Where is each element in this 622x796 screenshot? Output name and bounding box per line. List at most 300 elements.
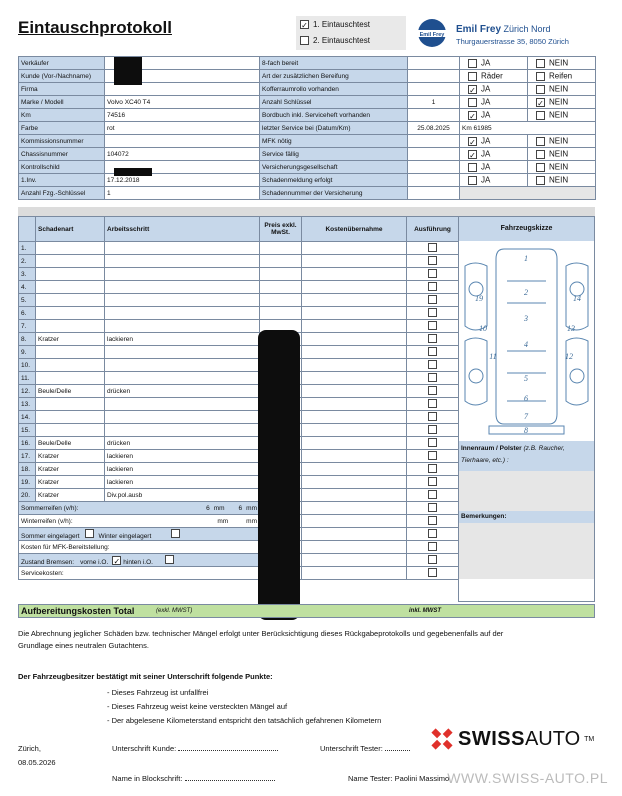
row-ausfuehrung bbox=[407, 515, 459, 528]
row-number: 4. bbox=[19, 281, 36, 294]
info-label-right: MFK nötig bbox=[260, 135, 408, 148]
row-arbeitsschritt[interactable]: lackieren bbox=[105, 463, 260, 476]
brakes-rear-checkbox[interactable] bbox=[165, 555, 174, 564]
row-arbeitsschritt[interactable] bbox=[105, 359, 260, 372]
row-preis[interactable] bbox=[260, 281, 302, 294]
row-ausfuehrung[interactable] bbox=[407, 385, 459, 398]
damage-table bbox=[18, 216, 459, 580]
unit: mm bbox=[217, 517, 229, 525]
place-label: Zürich, bbox=[18, 744, 41, 753]
option-label: JA bbox=[481, 175, 491, 185]
table-row bbox=[19, 411, 459, 424]
table-row bbox=[19, 515, 459, 528]
svg-text:Emil Frey: Emil Frey bbox=[419, 32, 445, 38]
done-checkbox[interactable] bbox=[428, 464, 437, 473]
signature-customer[interactable] bbox=[112, 744, 278, 753]
remarks-field[interactable] bbox=[459, 523, 594, 579]
option-checkbox[interactable] bbox=[536, 163, 545, 172]
row-ausfuehrung[interactable] bbox=[407, 437, 459, 450]
row-ausfuehrung[interactable] bbox=[407, 398, 459, 411]
info-option[interactable] bbox=[460, 83, 528, 96]
signature-customer-label: Unterschrift Kunde: bbox=[112, 744, 177, 753]
brakes-front-checkbox[interactable]: ✓ bbox=[113, 556, 121, 566]
row-schadenart[interactable] bbox=[36, 281, 105, 294]
signature-customer-line[interactable] bbox=[178, 750, 278, 751]
name-block[interactable] bbox=[112, 774, 275, 783]
done-checkbox[interactable] bbox=[428, 347, 437, 356]
row-schadenart[interactable] bbox=[36, 242, 105, 255]
row-number: 6. bbox=[19, 307, 36, 320]
info-label-left: Kommissionsnummer bbox=[19, 135, 105, 148]
row-preis[interactable] bbox=[260, 307, 302, 320]
brakes-front-label: vorne i.O. bbox=[80, 558, 109, 566]
info-option[interactable] bbox=[460, 57, 528, 70]
row-schadenart[interactable]: Beule/Delle bbox=[36, 385, 105, 398]
cell bbox=[302, 567, 407, 580]
row-number: 1. bbox=[19, 242, 36, 255]
option-checkbox[interactable] bbox=[536, 72, 545, 81]
info-option[interactable] bbox=[528, 70, 596, 83]
remarks-label: Bemerkungen: bbox=[459, 511, 594, 523]
row-arbeitsschritt[interactable] bbox=[105, 424, 260, 437]
row-arbeitsschritt[interactable] bbox=[105, 294, 260, 307]
row-schadenart[interactable]: Kratzer bbox=[36, 333, 105, 346]
interior-field[interactable] bbox=[459, 471, 594, 511]
info-label-left: Verkäufer bbox=[19, 57, 105, 70]
row-arbeitsschritt[interactable]: drücken bbox=[105, 437, 260, 450]
brand-address: Thurgauerstrasse 35, 8050 Zürich bbox=[456, 37, 569, 46]
row-number: 13. bbox=[19, 398, 36, 411]
row-number: 8. bbox=[19, 333, 36, 346]
section-separator bbox=[18, 207, 595, 216]
option-label: NEIN bbox=[549, 97, 569, 107]
brand-name: Emil Frey Zürich Nord bbox=[456, 24, 551, 35]
row-schadenart[interactable] bbox=[36, 359, 105, 372]
table-row bbox=[19, 320, 459, 333]
option-checkbox[interactable] bbox=[536, 85, 545, 94]
redaction-mark bbox=[114, 168, 152, 176]
done-checkbox[interactable] bbox=[428, 542, 437, 551]
info-option[interactable] bbox=[528, 83, 596, 96]
row-kosten[interactable] bbox=[302, 359, 407, 372]
sketch-num: 10 bbox=[479, 324, 487, 333]
info-option[interactable] bbox=[528, 174, 596, 187]
test-option-1-label: 1. Eintauschtest bbox=[313, 20, 370, 29]
table-row bbox=[19, 398, 459, 411]
done-checkbox[interactable] bbox=[428, 282, 437, 291]
row-ausfuehrung[interactable] bbox=[407, 307, 459, 320]
row-schadenart[interactable] bbox=[36, 372, 105, 385]
sketch-num: 2 bbox=[524, 288, 528, 297]
table-row bbox=[19, 476, 459, 489]
service-cost-label: Servicekosten: bbox=[21, 569, 64, 577]
sketch-header: Fahrzeugskizze bbox=[459, 217, 594, 241]
table-row bbox=[19, 424, 459, 437]
option-checkbox[interactable]: ✓ bbox=[469, 137, 476, 147]
row-kosten[interactable] bbox=[302, 398, 407, 411]
info-label-left: Farbe bbox=[19, 122, 105, 135]
info-option[interactable] bbox=[460, 96, 528, 109]
info-row bbox=[19, 70, 596, 83]
row-arbeitsschritt[interactable]: drücken bbox=[105, 385, 260, 398]
test-option-1[interactable] bbox=[300, 20, 370, 29]
done-checkbox[interactable] bbox=[428, 425, 437, 434]
info-label-left: Anzahl Fzg.-Schlüssel bbox=[19, 187, 105, 200]
row-kosten[interactable] bbox=[302, 450, 407, 463]
test-option-2-checkbox[interactable] bbox=[300, 36, 309, 45]
row-arbeitsschritt[interactable] bbox=[105, 346, 260, 359]
row-kosten[interactable] bbox=[302, 320, 407, 333]
option-label: NEIN bbox=[549, 149, 569, 159]
row-schadenart[interactable] bbox=[36, 411, 105, 424]
option-checkbox[interactable] bbox=[536, 150, 545, 159]
info-option[interactable] bbox=[460, 174, 528, 187]
row-preis[interactable] bbox=[260, 268, 302, 281]
table-row bbox=[19, 307, 459, 320]
option-checkbox[interactable] bbox=[468, 163, 477, 172]
row-arbeitsschritt[interactable] bbox=[105, 411, 260, 424]
done-checkbox[interactable] bbox=[428, 308, 437, 317]
brakes-rear-label: hinten i.O. bbox=[123, 558, 153, 566]
swissauto-rest: AUTO bbox=[524, 727, 581, 750]
row-kosten[interactable] bbox=[302, 385, 407, 398]
option-checkbox[interactable]: ✓ bbox=[537, 98, 544, 108]
option-label: NEIN bbox=[549, 136, 569, 146]
row-arbeitsschritt[interactable]: lackieren bbox=[105, 450, 260, 463]
vehicle-info-table bbox=[18, 56, 596, 200]
row-schadenart[interactable] bbox=[36, 307, 105, 320]
info-value-right[interactable]: 25.08.2025 bbox=[408, 122, 460, 135]
row-kosten[interactable] bbox=[302, 372, 407, 385]
name-tester-label: Name Tester: bbox=[348, 774, 393, 783]
done-checkbox[interactable] bbox=[428, 360, 437, 369]
row-schadenart[interactable] bbox=[36, 398, 105, 411]
info-value-left[interactable]: 104072 bbox=[105, 148, 260, 161]
row-ausfuehrung[interactable] bbox=[407, 333, 459, 346]
info-label-right: Schadennummer der Versicherung bbox=[260, 187, 408, 200]
row-kosten[interactable] bbox=[302, 489, 407, 502]
winter-stored-checkbox[interactable] bbox=[171, 529, 180, 538]
confirm-point: - Dieses Fahrzeug weist keine versteckten Mängel auf bbox=[107, 702, 288, 711]
row-number: 7. bbox=[19, 320, 36, 333]
row-schadenart[interactable] bbox=[36, 294, 105, 307]
row-ausfuehrung[interactable] bbox=[407, 489, 459, 502]
row-arbeitsschritt[interactable] bbox=[105, 398, 260, 411]
info-label-right: Art der zusätzlichen Bereifung bbox=[260, 70, 408, 83]
row-schadenart[interactable]: Kratzer bbox=[36, 463, 105, 476]
option-label: NEIN bbox=[549, 110, 569, 120]
done-checkbox[interactable] bbox=[428, 503, 437, 512]
done-checkbox[interactable] bbox=[428, 256, 437, 265]
option-checkbox[interactable]: ✓ bbox=[469, 150, 476, 160]
row-preis[interactable] bbox=[260, 255, 302, 268]
done-checkbox[interactable] bbox=[428, 568, 437, 577]
sketch-num: 1 bbox=[524, 254, 528, 263]
row-ausfuehrung[interactable] bbox=[407, 424, 459, 437]
info-option[interactable] bbox=[528, 96, 596, 109]
test-selection-box bbox=[296, 16, 406, 50]
option-checkbox[interactable] bbox=[536, 176, 545, 185]
done-checkbox[interactable] bbox=[428, 399, 437, 408]
row-arbeitsschritt[interactable] bbox=[105, 255, 260, 268]
row-schadenart[interactable]: Kratzer bbox=[36, 476, 105, 489]
info-label-right: Bordbuch inkl. Serviceheft vorhanden bbox=[260, 109, 408, 122]
row-ausfuehrung[interactable] bbox=[407, 463, 459, 476]
row-ausfuehrung[interactable] bbox=[407, 320, 459, 333]
row-arbeitsschritt[interactable] bbox=[105, 320, 260, 333]
info-row bbox=[19, 109, 596, 122]
name-block-line[interactable] bbox=[185, 780, 275, 781]
row-kosten[interactable] bbox=[302, 281, 407, 294]
row-ausfuehrung[interactable] bbox=[407, 476, 459, 489]
info-value-left[interactable]: 17.12.2018 bbox=[105, 174, 260, 187]
row-schadenart[interactable] bbox=[36, 255, 105, 268]
info-option[interactable] bbox=[460, 109, 528, 122]
row-number: 15. bbox=[19, 424, 36, 437]
test-option-1-checkbox[interactable]: ✓ bbox=[301, 21, 308, 30]
done-checkbox[interactable] bbox=[428, 516, 437, 525]
option-checkbox[interactable] bbox=[468, 98, 477, 107]
row-ausfuehrung[interactable] bbox=[407, 359, 459, 372]
info-value-left[interactable] bbox=[105, 135, 260, 148]
done-checkbox[interactable] bbox=[428, 490, 437, 499]
info-value-right[interactable]: 1 bbox=[408, 96, 460, 109]
done-checkbox[interactable] bbox=[428, 373, 437, 382]
sketch-panel bbox=[458, 216, 595, 602]
table-row bbox=[19, 255, 459, 268]
done-checkbox[interactable] bbox=[428, 386, 437, 395]
row-arbeitsschritt[interactable] bbox=[105, 242, 260, 255]
row-kosten[interactable] bbox=[302, 424, 407, 437]
name-block-label: Name in Blockschrift: bbox=[112, 774, 183, 783]
option-label: NEIN bbox=[549, 162, 569, 172]
info-value-left[interactable]: rot bbox=[105, 122, 260, 135]
row-schadenart[interactable]: Kratzer bbox=[36, 450, 105, 463]
test-option-2[interactable] bbox=[300, 36, 370, 45]
done-checkbox[interactable] bbox=[428, 477, 437, 486]
info-value-left[interactable]: Volvo XC40 T4 bbox=[105, 96, 260, 109]
info-value-right[interactable] bbox=[408, 83, 460, 96]
info-label-right: Service fällig bbox=[260, 148, 408, 161]
done-checkbox[interactable] bbox=[428, 555, 437, 564]
done-checkbox[interactable] bbox=[428, 269, 437, 278]
table-row bbox=[19, 294, 459, 307]
confirm-heading: Der Fahrzeugbesitzer bestätigt mit seiner Unterschrift folgende Punkte: bbox=[18, 672, 273, 681]
row-schadenart[interactable] bbox=[36, 320, 105, 333]
winter-row bbox=[19, 515, 260, 528]
stored-row bbox=[19, 528, 260, 541]
row-number: 9. bbox=[19, 346, 36, 359]
info-extra: Km 61985 bbox=[460, 122, 596, 135]
table-row bbox=[19, 541, 459, 554]
row-kosten[interactable] bbox=[302, 268, 407, 281]
option-checkbox[interactable] bbox=[468, 176, 477, 185]
row-kosten[interactable] bbox=[302, 333, 407, 346]
row-ausfuehrung[interactable] bbox=[407, 372, 459, 385]
info-value-right[interactable] bbox=[408, 135, 460, 148]
document-title: Eintauschprotokoll bbox=[18, 18, 172, 37]
row-number: 3. bbox=[19, 268, 36, 281]
done-checkbox[interactable] bbox=[428, 334, 437, 343]
sommer-front: 6 bbox=[206, 504, 210, 512]
row-kosten[interactable] bbox=[302, 346, 407, 359]
row-number: 10. bbox=[19, 359, 36, 372]
done-checkbox[interactable] bbox=[428, 529, 437, 538]
row-ausfuehrung[interactable] bbox=[407, 242, 459, 255]
info-value-right[interactable] bbox=[408, 109, 460, 122]
table-row bbox=[19, 554, 459, 567]
info-row bbox=[19, 135, 596, 148]
row-preis[interactable] bbox=[260, 242, 302, 255]
info-empty bbox=[460, 187, 596, 200]
info-option[interactable] bbox=[528, 57, 596, 70]
row-kosten[interactable] bbox=[302, 437, 407, 450]
info-value-right[interactable] bbox=[408, 57, 460, 70]
option-label: NEIN bbox=[549, 58, 569, 68]
row-ausfuehrung[interactable] bbox=[407, 346, 459, 359]
info-value-right[interactable] bbox=[408, 70, 460, 83]
info-label-left: Firma bbox=[19, 83, 105, 96]
option-label: NEIN bbox=[549, 84, 569, 94]
info-label-right: letzter Service bei (Datum/Km) bbox=[260, 122, 408, 135]
brakes-row bbox=[19, 554, 260, 567]
name-tester-value: Paolini Massimo bbox=[394, 774, 450, 783]
row-arbeitsschritt[interactable]: lackieren bbox=[105, 476, 260, 489]
table-row bbox=[19, 268, 459, 281]
row-arbeitsschritt[interactable] bbox=[105, 268, 260, 281]
row-schadenart[interactable]: Kratzer bbox=[36, 489, 105, 502]
row-arbeitsschritt[interactable] bbox=[105, 372, 260, 385]
row-arbeitsschritt[interactable]: lackieren bbox=[105, 333, 260, 346]
date-value: 08.05.2026 bbox=[18, 758, 56, 767]
sommer-stored-label: Sommer eingelagert bbox=[21, 532, 80, 540]
row-ausfuehrung bbox=[407, 502, 459, 515]
info-value-left[interactable]: 74516 bbox=[105, 109, 260, 122]
option-checkbox[interactable]: ✓ bbox=[469, 85, 476, 95]
row-schadenart[interactable]: Beule/Delle bbox=[36, 437, 105, 450]
row-kosten[interactable] bbox=[302, 307, 407, 320]
row-arbeitsschritt[interactable]: Div.pol.ausb bbox=[105, 489, 260, 502]
row-number: 14. bbox=[19, 411, 36, 424]
winter-label: Winterreifen (v/h): bbox=[21, 517, 73, 525]
row-ausfuehrung bbox=[407, 528, 459, 541]
info-value-right[interactable] bbox=[408, 148, 460, 161]
row-number: 17. bbox=[19, 450, 36, 463]
option-checkbox[interactable] bbox=[536, 111, 545, 120]
info-option[interactable] bbox=[528, 148, 596, 161]
row-schadenart[interactable] bbox=[36, 268, 105, 281]
info-option[interactable] bbox=[528, 109, 596, 122]
total-cost-note: (exkl. MWST) bbox=[156, 608, 193, 614]
info-value-right[interactable] bbox=[408, 187, 460, 200]
col-number bbox=[19, 217, 36, 242]
table-row bbox=[19, 567, 459, 580]
option-label: JA bbox=[481, 84, 491, 94]
done-checkbox[interactable] bbox=[428, 243, 437, 252]
info-option[interactable] bbox=[460, 148, 528, 161]
row-number: 19. bbox=[19, 476, 36, 489]
sketch-num: 4 bbox=[524, 340, 528, 349]
sketch-num: 3 bbox=[524, 314, 528, 323]
sommer-stored-checkbox[interactable] bbox=[85, 529, 94, 538]
sommer-row bbox=[19, 502, 260, 515]
row-ausfuehrung[interactable] bbox=[407, 411, 459, 424]
info-value-right[interactable] bbox=[408, 174, 460, 187]
done-checkbox[interactable] bbox=[428, 412, 437, 421]
row-kosten[interactable] bbox=[302, 242, 407, 255]
total-cost-inkl: inkl. MWST bbox=[409, 608, 441, 614]
mfk-row bbox=[19, 541, 260, 554]
info-option[interactable] bbox=[528, 161, 596, 174]
service-cost-row bbox=[19, 567, 260, 580]
row-arbeitsschritt[interactable] bbox=[105, 281, 260, 294]
row-kosten[interactable] bbox=[302, 255, 407, 268]
row-ausfuehrung[interactable] bbox=[407, 450, 459, 463]
disclaimer-text: Die Abrechnung jeglicher Schäden bzw. technischer Mängel erfolgt unter Berücksichtigung dieses Rückgabeprotokolls und gegebenenfalls auf der Grundlage eines neutralen Gutachtens. bbox=[18, 629, 504, 650]
sketch-num: 11 bbox=[489, 352, 497, 361]
done-checkbox[interactable] bbox=[428, 321, 437, 330]
table-row bbox=[19, 242, 459, 255]
row-ausfuehrung[interactable] bbox=[407, 281, 459, 294]
sommer-values bbox=[206, 505, 257, 512]
info-option[interactable] bbox=[460, 135, 528, 148]
swissauto-logo bbox=[430, 727, 594, 751]
info-value-left[interactable]: 1 bbox=[105, 187, 260, 200]
signature-tester-line[interactable] bbox=[385, 750, 410, 751]
row-kosten[interactable] bbox=[302, 476, 407, 489]
row-ausfuehrung[interactable] bbox=[407, 294, 459, 307]
total-cost-label: Aufbereitungskosten Total bbox=[21, 606, 135, 616]
info-row bbox=[19, 83, 596, 96]
row-ausfuehrung[interactable] bbox=[407, 268, 459, 281]
row-ausfuehrung[interactable] bbox=[407, 255, 459, 268]
option-label: NEIN bbox=[549, 175, 569, 185]
info-option[interactable] bbox=[460, 70, 528, 83]
row-kosten[interactable] bbox=[302, 411, 407, 424]
info-option[interactable] bbox=[460, 161, 528, 174]
option-checkbox[interactable] bbox=[468, 59, 477, 68]
row-kosten[interactable] bbox=[302, 463, 407, 476]
confirm-point: - Dieses Fahrzeug ist unfallfrei bbox=[107, 688, 209, 697]
info-label-right: 8-fach bereit bbox=[260, 57, 408, 70]
row-schadenart[interactable] bbox=[36, 424, 105, 437]
option-checkbox[interactable] bbox=[536, 137, 545, 146]
info-option[interactable] bbox=[528, 135, 596, 148]
signature-tester[interactable] bbox=[320, 744, 410, 753]
done-checkbox[interactable] bbox=[428, 438, 437, 447]
row-kosten[interactable] bbox=[302, 294, 407, 307]
option-checkbox[interactable] bbox=[468, 72, 477, 81]
info-value-right[interactable] bbox=[408, 161, 460, 174]
done-checkbox[interactable] bbox=[428, 295, 437, 304]
row-schadenart[interactable] bbox=[36, 346, 105, 359]
table-row bbox=[19, 502, 459, 515]
vehicle-sketch-icon bbox=[459, 241, 594, 441]
info-row bbox=[19, 161, 596, 174]
option-checkbox[interactable]: ✓ bbox=[469, 111, 476, 121]
row-arbeitsschritt[interactable] bbox=[105, 307, 260, 320]
row-number: 12. bbox=[19, 385, 36, 398]
option-label: Räder bbox=[481, 71, 503, 81]
done-checkbox[interactable] bbox=[428, 451, 437, 460]
col-kosten: Kostenübernahme bbox=[302, 217, 407, 242]
info-label-left: Marke / Modell bbox=[19, 96, 105, 109]
sketch-num: 6 bbox=[524, 394, 528, 403]
option-checkbox[interactable] bbox=[536, 59, 545, 68]
row-number: 16. bbox=[19, 437, 36, 450]
row-preis[interactable] bbox=[260, 294, 302, 307]
option-label: JA bbox=[481, 110, 491, 120]
